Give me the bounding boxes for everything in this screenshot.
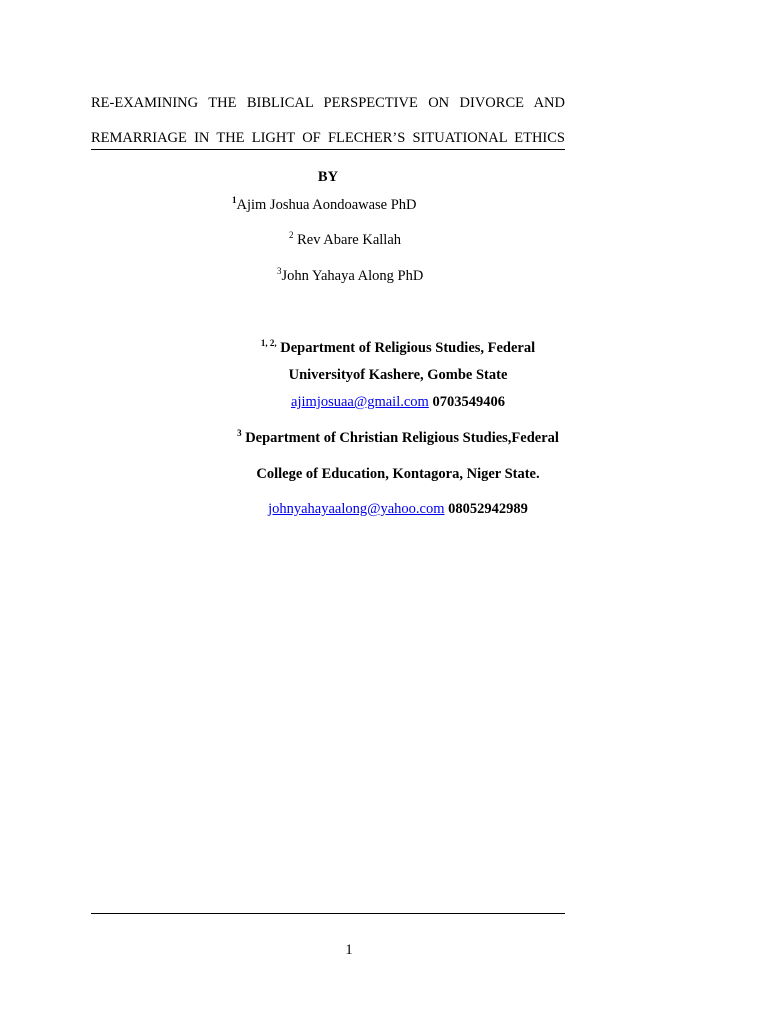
author-2-name: Rev Abare Kallah <box>293 232 402 248</box>
affiliation-2-department: Department of Christian Religious Studies,Federal <box>241 430 559 446</box>
by-label: BY <box>317 169 339 185</box>
affiliation-2-email-link[interactable]: johnyahayaalong@yahoo.com <box>268 501 445 517</box>
affiliation-1-superscript: 1, 2, <box>260 338 277 349</box>
page-number: 1 <box>345 942 353 958</box>
affiliation-2-contact <box>0 500 768 518</box>
affiliation-1-line-2: Universityof Kashere, Gombe State <box>288 367 508 383</box>
affiliation-2-line-1 <box>0 429 768 447</box>
affiliation-1-line-1 <box>0 339 768 357</box>
affiliation-1-department: Department of Religious Studies, Federal <box>276 340 536 356</box>
paper-title-line-1: RE-EXAMINING THE BIBLICAL PERSPECTIVE ON DIVORCE AND <box>91 95 565 111</box>
author-1-name: Ajim Joshua Aondoawase PhD <box>236 197 417 213</box>
affiliation-2-phone: 08052942989 <box>444 501 528 517</box>
author-2 <box>289 231 401 249</box>
author-3-name: John Yahaya Along PhD <box>281 268 424 284</box>
author-1-superscript: 1 <box>232 195 237 206</box>
author-1 <box>232 196 417 214</box>
author-3-superscript: 3 <box>277 266 282 277</box>
affiliation-1-email-link[interactable]: ajimjosuaa@gmail.com <box>291 394 429 410</box>
footnote-separator-rule <box>91 913 565 914</box>
affiliation-2-superscript: 3 <box>237 428 242 439</box>
affiliation-2-line-2: College of Education, Kontagora, Niger State. <box>256 466 540 482</box>
affiliation-1-phone: 0703549406 <box>428 394 505 410</box>
paper-title-line-2: REMARRIAGE IN THE LIGHT OF FLECHER’S SITUATIONAL ETHICS <box>91 129 565 150</box>
affiliation-1-contact <box>0 393 768 411</box>
author-2-superscript: 2 <box>289 230 294 241</box>
author-3 <box>277 267 423 285</box>
